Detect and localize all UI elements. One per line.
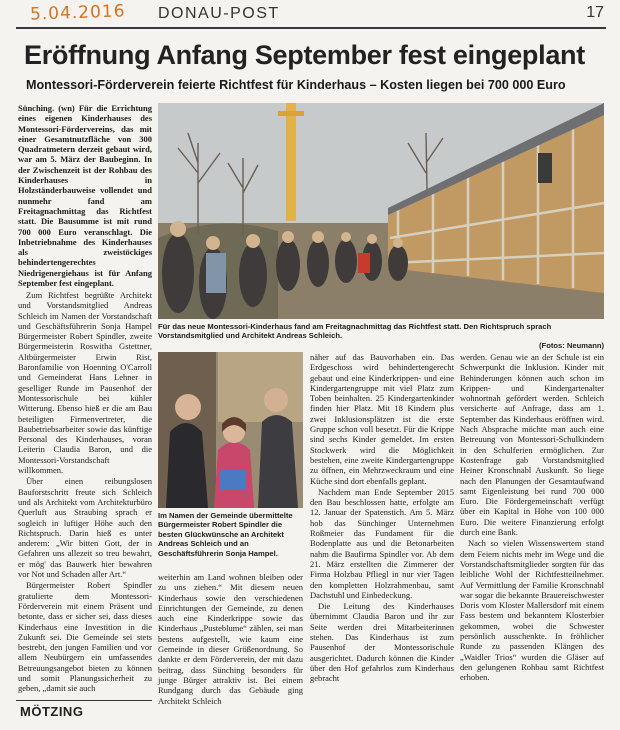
paragraph: Bürgermeister Robert Spindler gratulierte dem Montessori-Förderverein mit einem Präsent und betonte, dass er sicher sei, dass dieses Kinderhaus eine Investition in die Zukunft sei. Die Gemeinde sei stets bestrebt, den jungen Familien und vor allem Neubürgern ein umfassendes Betreuungsangebot bieten zu können und somit Planungssicherheit zu geben, „damit sie auch (18, 580, 152, 694)
paragraph: Zum Richtfest begrüßte Architekt und Vorstandsmitglied Andreas Schleich im Namen der Vorstandschaft und Geschäftsführerin Sonja Hampel Bürgermeister Robert Spindler, zweite Bürgermeisterin Roswitha Gstettner, Altbürgermeister Erwin Rist, Baronfamilie von Hoenning O'Carroll und Gemeinderat Hans Lehner in geselliger Runde im Pausenhof der Montessorischule bei kühler Witterung. Ebenso hieß er die am Bau beteiligten Firmenvertreter, die Baubetriebsarbeiter sowie das künftige Personal des Kinderhauses, voran Leiterin Claudia Baron, und die Montessori-Vorstandschaft willkommen. (18, 290, 152, 476)
column-3 (310, 352, 454, 695)
photo2-caption: Im Namen der Gemeinde übermittelte Bürgermeister Robert Spindler die besten Glückwünsche an Architekt Andreas Schleich und an Geschäftsführerin Sonja Hampel. (158, 511, 293, 558)
handwritten-date: 5.04.2016 (29, 1, 126, 25)
page-header (0, 0, 620, 30)
photo-richtfest-crowd (158, 103, 604, 319)
paragraph: Die Leitung des Kinderhauses übernimmt Claudia Baron und ihr zur Seite werden drei Mitarbeiterinnen stehen. Das Kinderhaus ist zum Pausenhof der Montessorischule ausgerichtet. Dadurch können die Kinder über den Hof gefahrlos zum Kinderhaus gebracht (310, 601, 454, 684)
article-subtitle: Montessori-Förderverein feierte Richtfest für Kinderhaus – Kosten liegen bei 700 000 Euro (26, 78, 566, 92)
page-number: 17 (586, 4, 604, 21)
photo-credit: (Fotos: Neumann) (539, 340, 604, 350)
header-rule (16, 27, 606, 29)
photo-congratulations-drawing (158, 352, 303, 508)
paragraph: Nachdem man Ende September 2015 den Bau beschlossen hatte, erfolgte am 12. Januar der Spatenstich. Am 5. März hob das Sünchinger Unternehmen Roßmeier das Fundament für die Bodenplatte aus und die Betonarbeiten nahm die Baufirma Spindler vor. Ab dem 21. März erstellten die Zimmerer der Firma Holzbau Pfliegl in nur vier Tagen den kompletten Holzrahmenbau, samt Dachstuhl und Einbedeckung. (310, 486, 454, 600)
article-title: Eröffnung Anfang September fest eingeplant (24, 40, 585, 70)
photo-congratulations (158, 352, 303, 508)
paragraph: Über einen reibungslosen Bauforstschritt freute sich Schleich und als Architekt vom Architekturbüro Querluft aus Straubing sprach er sogleich in luftiger Höhe auch den Richtspruch. Darin hieß es unter anderem: „Wir bitten Gott, der in Gefahren uns allezeit so treu bewahrt, er mög' das Bauwerk hier bewahren vor Not und Schaden aller Art.“ (18, 476, 152, 580)
column-2 (158, 572, 303, 706)
paragraph: weiterhin am Land wohnen bleiben oder zu uns ziehen.“ Mit diesem neuen Kinderhaus sowie den verschiedenen Einrichtungen der Gemeinde, zu denen auch eine Kinderkrippe sowie das Kinderhaus „Pusteblume“ zählen, sei man bestens aufgestellt, wie kaum eine Gemeinde in dieser Größenordnung. So dankte er dem Förderverein, der mit dazu beitrag, dass Sünching besonders für junge Bürger attraktiv ist. Bei einem Rundgang durch das Gebäude ging Architekt Schleich (158, 572, 303, 706)
photo1-caption (158, 322, 604, 350)
article-lead (18, 103, 152, 287)
photo1-caption-text: Für das neue Montessori-Kinderhaus fand am Freitagnachmittag das Richtfest statt. Den Richtspruch sprach Vorstandsmitglied und Architekt Andreas Schleich. (158, 322, 552, 341)
footer-rule (16, 700, 152, 701)
paragraph: werden. Genau wie an der Schule ist ein Schwerpunkt die Inklusion. Kinder mit Behinderungen können auch schon im Krippen- und Kindergartenalter wohnortnah gefördert werden. Schleich versicherte auf Anfrage, dass am 1. September das Kinderhaus eröffnen wird. Nach Absprache möchte man auch eine Betreuung von Montessori-Schulkindern in den Schulferien ermöglichen. Zur Kostenfrage gab Vorstandsmitglied Heiner Kronschnabl Auskunft. So liege nach den Planungen der Gesamtaufwand samt Eigenleistung bei rund 700 000 Euro. Die Fördergemeinschaft verfügt über ein Kapital in Höhe von 100 000 Euro. Die weitere Finanzierung erfolgt durch eine Bank. (460, 352, 604, 538)
column-1 (18, 290, 152, 695)
column-4 (460, 352, 604, 695)
newspaper-name: DONAU-POST (158, 5, 280, 22)
section-label: MÖTZING (20, 704, 84, 719)
paragraph: näher auf das Bauvorhaben ein. Das Erdgeschoss wird behindertengerecht gebaut und eine Kinderkrippen- und eine Kindergartengruppe mit viel Platz zum Toben beinhalten. 25 Kindergartenkinder finden hier Platz. Mit 18 Kindern plus zwei Inklusionsplätzen ist die erste Gruppe schon voll besetzt. Für die Krippe sind sechs Kinder gemeldet. Im ersten Stockwerk wird die Möglichkeit bestehen, eine zweite Kindergartengruppe zu öffnen, ein Mehrzweckraum und eine Küche sind dort ebenfalls geplant. (310, 352, 454, 486)
lead-paragraph: Sünching. (wn) Für die Errichtung eines eigenen Kinderhauses des Montessori-Fördervereins, das mit einer Gesamtnutzfläche von 300 Quadratmetern derzeit gebaut wird, war am 5. März der Baubeginn. In der Zwischenzeit ist der Rohbau des Kinderhauses in Holzständerbauweise vollendet und nunmehr fand am Freitagnachmittag das Richtfest statt. Die Bausumme ist mit rund 700 000 Euro veranschlagt. Die Inbetriebnahme des Kinderhauses als zweistöckiges behindertengerechtes Niedrigenergiehaus ist für Anfang September fest eingeplant. (18, 103, 152, 289)
paragraph: Nach so vielen Wissenswertem stand dem Feiern nichts mehr im Wege und die Vorstandschaftsmitglieder sorgten für das leibliche Wohl der Richtfestteilnehmer. Auf Vermittlung der Familie Kronschnabl war sogar die bekannte Brauereischwester Doris vom Kloster Mallersdorf mit einem Fass bestem und bekanntem Klosterbier gekommen, wobei die Schwester persönlich ausschenkte. In fröhlicher Runde zu passenden Klängen des „Waidler Trios“ wurden die Gläser auf den gelungenen Rohbau samt Richtfest erhoben. (460, 538, 604, 683)
photo-richtfest-drawing (158, 103, 604, 319)
